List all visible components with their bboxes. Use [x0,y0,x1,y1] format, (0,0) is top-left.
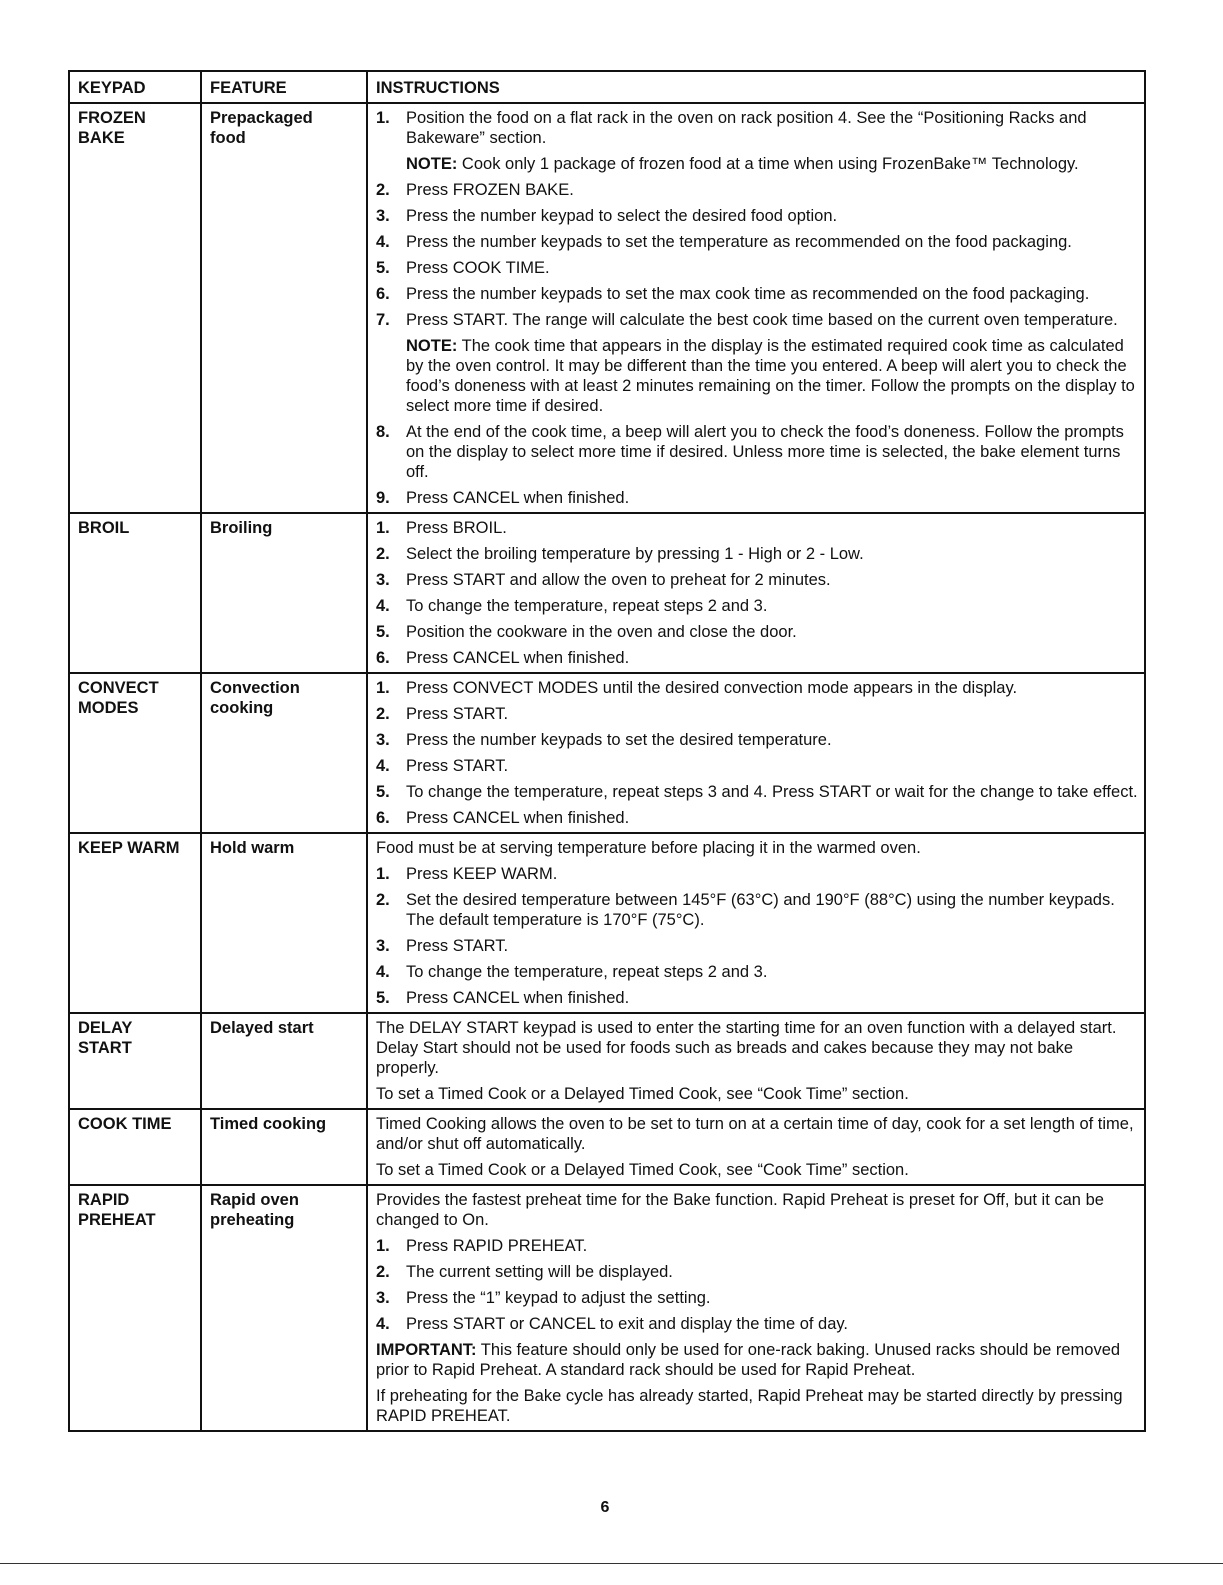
step-text: Press START and allow the oven to preheat for 2 minutes. [406,571,831,589]
note-body: Cook only 1 package of frozen food at a time when using FrozenBake™ Technology. [457,155,1079,173]
instruction-step [376,258,1140,278]
instructions-cell [367,1013,1145,1109]
step-text: Press CANCEL when finished. [406,809,630,827]
instruction-step [376,596,1140,616]
keypad-cell [69,513,201,673]
instruction-step [376,1288,1140,1308]
important-text [376,1340,1140,1380]
keypad-name: MODES [78,699,139,717]
step-text: Press the number keypads to set the desired temperature. [406,731,832,749]
instruction-step [376,890,1140,930]
instruction-step [376,232,1140,252]
footer-divider [0,1563,1223,1564]
step-number: 4. [376,1315,390,1333]
note-label: NOTE: [406,155,458,173]
table-row [69,103,1145,513]
note-body: This feature should only be used for one-rack baking. Unused racks should be removed prior to Rapid Preheat. A standard rack should be used for Rapid Preheat. [376,1341,1121,1379]
step-text: Press FROZEN BAKE. [406,181,574,199]
step-text: At the end of the cook time, a beep will alert you to check the food’s doneness. Follow the prompts on the display to select more time if desired. Unless more time is selected, the bake element turns off. [406,423,1124,481]
instruction-step [376,704,1140,724]
table-row [69,1185,1145,1431]
instruction-step [376,648,1140,668]
paragraph-text: To set a Timed Cook or a Delayed Timed Cook, see “Cook Time” section. [376,1085,909,1103]
page-number: 6 [600,1499,610,1516]
paragraph-text: If preheating for the Bake cycle has already started, Rapid Preheat may be started directly by pressing RAPID PREHEAT. [376,1387,1123,1425]
keypad-cell [69,833,201,1013]
feature-cell [201,673,367,833]
step-text: Press COOK TIME. [406,259,550,277]
step-number: 1. [376,865,390,883]
instruction-step [376,730,1140,750]
instruction-step [376,988,1140,1008]
keypad-name: BROIL [78,519,130,537]
step-text: Press RAPID PREHEAT. [406,1237,588,1255]
step-text: Press CANCEL when finished. [406,489,630,507]
table-row [69,673,1145,833]
step-number: 8. [376,423,390,441]
step-text: Position the food on a flat rack in the oven on rack position 4. See the “Positioning Racks and Bakeware” section. [406,109,1087,147]
instruction-step [376,206,1140,226]
note-label: NOTE: [406,337,458,355]
step-text: Select the broiling temperature by pressing 1 - High or 2 - Low. [406,545,864,563]
keypad-cell [69,103,201,513]
step-text: Position the cookware in the oven and close the door. [406,623,797,641]
paragraph-text: Food must be at serving temperature before placing it in the warmed oven. [376,839,921,857]
instruction-step [376,782,1140,802]
step-number: 2. [376,1263,390,1281]
step-text: Press the number keypad to select the desired food option. [406,207,838,225]
feature-cell [201,1013,367,1109]
note-text [406,154,1140,174]
keypad-cell [69,1013,201,1109]
step-number: 3. [376,207,390,225]
step-text: Press CONVECT MODES until the desired convection mode appears in the display. [406,679,1018,697]
step-number: 2. [376,705,390,723]
header-keypad: KEYPAD [69,71,201,103]
feature-name: Delayed start [210,1019,314,1037]
instruction-step [376,808,1140,828]
table-body [69,103,1145,1431]
step-text: Press CANCEL when finished. [406,649,630,667]
feature-name: Rapid oven [210,1191,299,1209]
step-number: 2. [376,181,390,199]
note-body: The cook time that appears in the display is the estimated required cook time as calculated by the oven control. It may be different than the time you entered. A beep will alert you to check the food’s doneness with at least 2 minutes remaining on the timer. Follow the prompts on the display to select more time if desired. [406,337,1135,415]
step-number: 4. [376,757,390,775]
instructions-cell [367,833,1145,1013]
keypad-name: COOK TIME [78,1115,172,1133]
instruction-step [376,962,1140,982]
feature-name: Timed cooking [210,1115,327,1133]
step-number: 3. [376,1289,390,1307]
table-header-row [69,71,1145,103]
step-number: 9. [376,489,390,507]
keypad-cell [69,1109,201,1185]
step-number: 3. [376,571,390,589]
step-number: 7. [376,311,390,329]
step-number: 2. [376,891,390,909]
instructions-cell [367,1109,1145,1185]
instruction-step [376,422,1140,482]
step-number: 3. [376,937,390,955]
step-text: Press START. [406,757,509,775]
note-label: IMPORTANT: [376,1341,477,1359]
table-row [69,833,1145,1013]
instruction-step [376,756,1140,776]
step-number: 1. [376,1237,390,1255]
step-number: 6. [376,649,390,667]
step-number: 4. [376,233,390,251]
step-text: Press KEEP WARM. [406,865,558,883]
keypad-name: CONVECT [78,679,159,697]
step-number: 4. [376,597,390,615]
step-text: To change the temperature, repeat steps 3 and 4. Press START or wait for the change to take effect. [406,783,1138,801]
instruction-step [376,488,1140,508]
step-number: 1. [376,679,390,697]
step-text: Press CANCEL when finished. [406,989,630,1007]
instructions-cell [367,1185,1145,1431]
keypad-name: PREHEAT [78,1211,156,1229]
keypad-name: BAKE [78,129,125,147]
instruction-step [376,1236,1140,1256]
step-text: Press BROIL. [406,519,507,537]
keypad-cell [69,1185,201,1431]
feature-cell [201,513,367,673]
feature-name: preheating [210,1211,295,1229]
paragraph-text: To set a Timed Cook or a Delayed Timed Cook, see “Cook Time” section. [376,1161,909,1179]
feature-name: Convection [210,679,300,697]
feature-name: cooking [210,699,274,717]
feature-name: food [210,129,246,147]
step-number: 6. [376,809,390,827]
keypad-name: START [78,1039,132,1057]
feature-name: Hold warm [210,839,295,857]
instructions-cell [367,513,1145,673]
step-number: 1. [376,109,390,127]
paragraph-text: Provides the fastest preheat time for the Bake function. Rapid Preheat is preset for Off, but it can be changed to On. [376,1191,1104,1229]
instruction-step [376,1314,1140,1334]
paragraph-text: Timed Cooking allows the oven to be set to turn on at a certain time of day, cook for a set length of time, and/or shut off automatically. [376,1115,1134,1153]
step-number: 5. [376,783,390,801]
instruction-step [376,180,1140,200]
feature-cell [201,1185,367,1431]
instruction-step [376,864,1140,884]
step-text: To change the temperature, repeat steps 2 and 3. [406,963,768,981]
step-number: 4. [376,963,390,981]
step-text: Press the “1” keypad to adjust the setting. [406,1289,711,1307]
instruction-step [376,310,1140,330]
step-text: Press START. The range will calculate the best cook time based on the current oven temperature. [406,311,1118,329]
note-text [406,336,1140,416]
step-text: Press START. [406,937,509,955]
feature-name: Prepackaged [210,109,313,127]
instruction-step [376,570,1140,590]
instruction-step [376,936,1140,956]
feature-cell [201,103,367,513]
step-number: 5. [376,259,390,277]
header-instructions: INSTRUCTIONS [367,71,1145,103]
step-text: Set the desired temperature between 145°F (63°C) and 190°F (88°C) using the number keypads. The default temperature is 170°F (75°C). [406,891,1115,929]
step-text: Press START. [406,705,509,723]
step-text: Press the number keypads to set the max cook time as recommended on the food packaging. [406,285,1090,303]
instructions-cell [367,103,1145,513]
instruction-step [376,544,1140,564]
step-number: 6. [376,285,390,303]
keypad-name: DELAY [78,1019,133,1037]
step-number: 2. [376,545,390,563]
step-text: The current setting will be displayed. [406,1263,673,1281]
paragraph-text: The DELAY START keypad is used to enter the starting time for an oven function with a delayed start. Delay Start should not be used for foods such as breads and cakes because they may not bake properly. [376,1019,1117,1077]
step-number: 5. [376,989,390,1007]
feature-cell [201,833,367,1013]
instruction-step [376,284,1140,304]
instruction-step [376,1262,1140,1282]
keypad-name: FROZEN [78,109,146,127]
keypad-cell [69,673,201,833]
instructions-cell [367,673,1145,833]
step-number: 1. [376,519,390,537]
step-text: Press START or CANCEL to exit and display the time of day. [406,1315,849,1333]
table-row [69,513,1145,673]
instruction-step [376,622,1140,642]
step-text: Press the number keypads to set the temperature as recommended on the food packaging. [406,233,1072,251]
keypad-name: RAPID [78,1191,130,1209]
feature-name: Broiling [210,519,273,537]
table-row [69,1013,1145,1109]
instructions-table [68,70,1146,1432]
step-number: 3. [376,731,390,749]
instruction-step [376,678,1140,698]
step-text: To change the temperature, repeat steps 2 and 3. [406,597,768,615]
header-feature: FEATURE [201,71,367,103]
instruction-step [376,108,1140,148]
feature-cell [201,1109,367,1185]
table-row [69,1109,1145,1185]
instruction-step [376,518,1140,538]
step-number: 5. [376,623,390,641]
keypad-name: KEEP WARM [78,839,180,857]
